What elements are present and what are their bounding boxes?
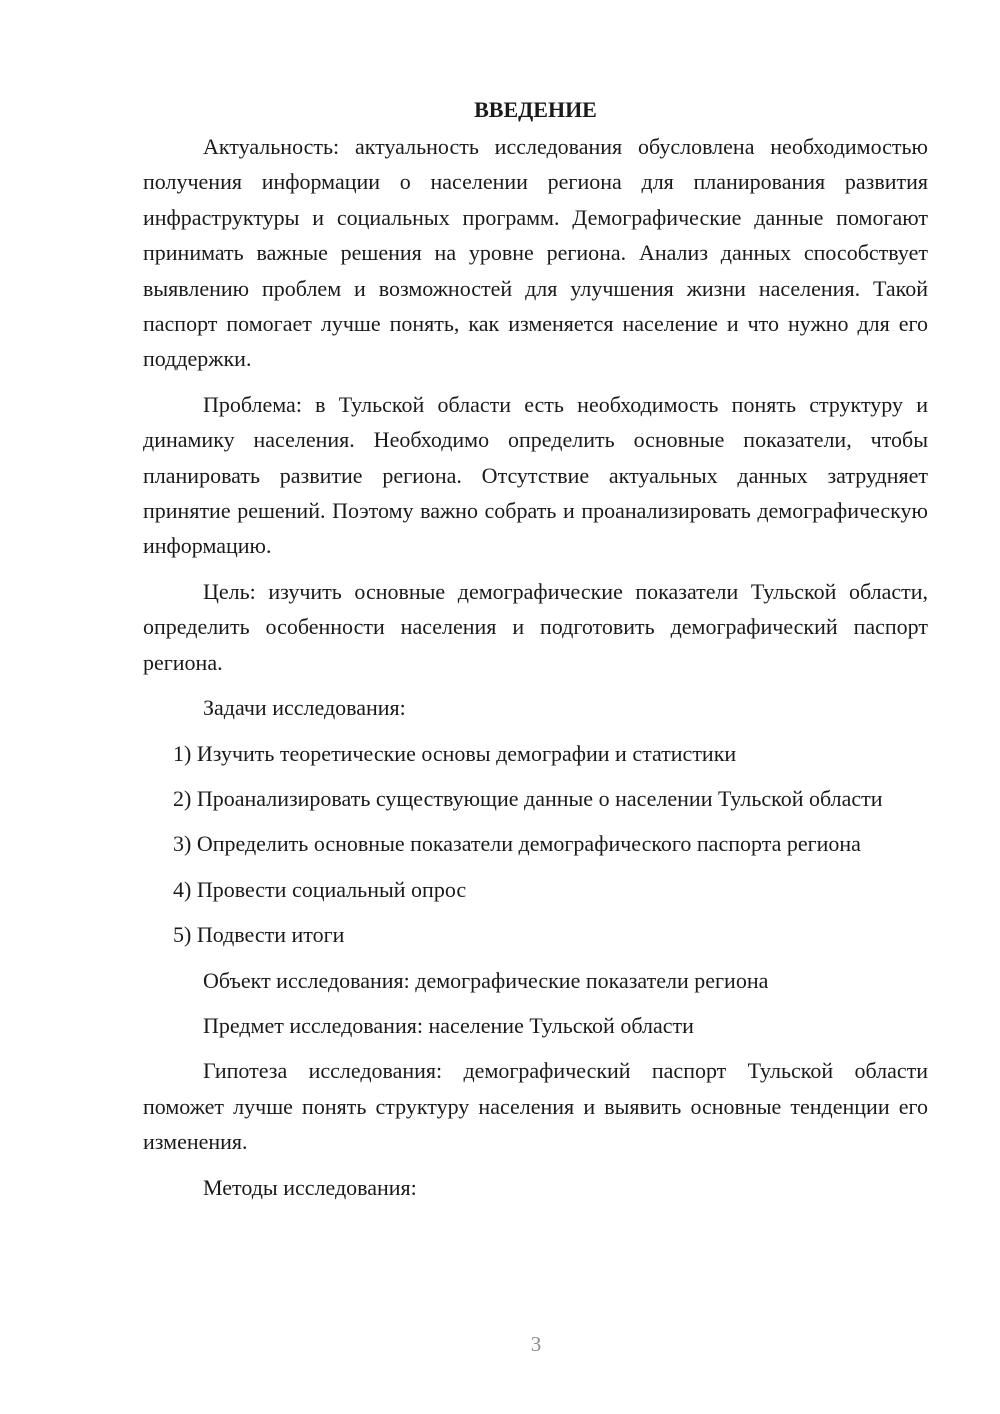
relevance-paragraph: Актуальность: актуальность исследования обусловлена необходимостью получения информации о населении региона для планирования развития инфраструктуры и социальных программ. Демографические данные помогают принимать важные решения на уровне региона. Анализ данных способствует выявлению проблем и возможностей для улучшения жизни населения. Такой паспорт помогает лучше понять, как изменяется население и что нужно для его поддержки. [143, 134, 928, 372]
problem-paragraph: Проблема: в Тульской области есть необходимость понять структуру и динамику населения. Необходимо определить основные показатели, чтобы планировать развитие региона. Отсутствие актуальных данных затрудняет принятие решений. Поэтому важно собрать и проанализировать демографическую информацию. [143, 391, 928, 559]
section-heading: ВВЕДЕНИЕ [474, 97, 597, 122]
page-number: 3 [530, 1332, 542, 1356]
object-paragraph: Объект исследования: демографические показатели региона [203, 967, 769, 993]
task-item-2: 2) Проанализировать существующие данные о населении Тульской области [173, 785, 883, 811]
task-item-1: 1) Изучить теоретические основы демографии и статистики [173, 740, 737, 766]
methods-title: Методы исследования: [203, 1174, 417, 1200]
task-item-4: 4) Провести социальный опрос [173, 876, 467, 902]
page-body [143, 92, 928, 1215]
goal-paragraph: Цель: изучить основные демографические показатели Тульской области, определить особенности населения и подготовить демографический паспорт региона. [143, 578, 928, 675]
tasks-title: Задачи исследования: [203, 695, 406, 721]
task-item-5: 5) Подвести итоги [173, 922, 345, 948]
hypothesis-paragraph: Гипотеза исследования: демографический паспорт Тульской области поможет лучше понять структуру населения и выявить основные тенденции его изменения. [143, 1058, 928, 1155]
task-item-3: 3) Определить основные показатели демографического паспорта региона [173, 831, 861, 857]
subject-paragraph: Предмет исследования: население Тульской области [203, 1012, 694, 1038]
